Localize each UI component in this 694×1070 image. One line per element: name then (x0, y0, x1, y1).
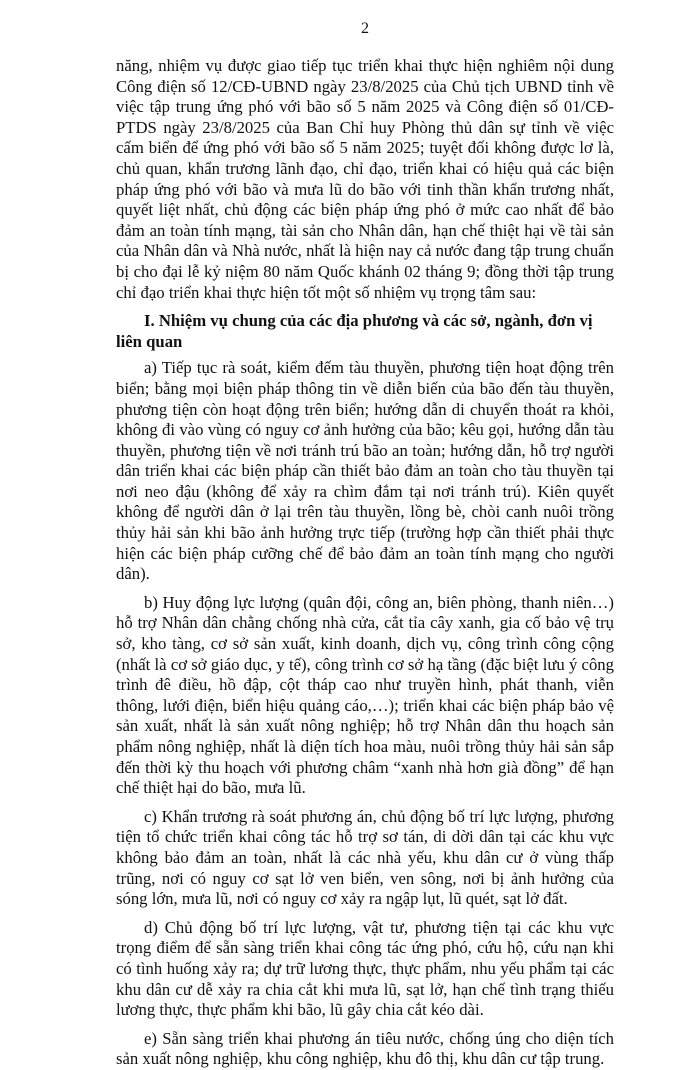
item-e-paragraph: e) Sẵn sàng triển khai phương án tiêu nước, chống úng cho diện tích sản xuất nông nghiệp, khu công nghiệp, khu đô thị, khu dân cư tập trung. (116, 1028, 614, 1069)
item-a-paragraph: a) Tiếp tục rà soát, kiểm đếm tàu thuyền, phương tiện hoạt động trên biển; bằng mọi biện pháp thông tin về diễn biến của bão đến tàu thuyền, phương tiện còn hoạt động trên biển; hướng dẫn di chuyển thoát ra khỏi, không đi vào vùng có nguy cơ ảnh hưởng của bão; kêu gọi, hướng dẫn tàu thuyền, phương tiện về nơi tránh trú bão an toàn; hướng dẫn, hỗ trợ người dân triển khai các biện pháp cần thiết bảo đảm an toàn cho tàu thuyền tại nơi neo đậu (không để xảy ra chìm đắm tại nơi tránh trú). Kiên quyết không để người dân ở lại trên tàu thuyền, lồng bè, chòi canh nuôi trồng thủy hải sản khi bão ảnh hưởng trực tiếp (trường hợp cần thiết phải thực hiện các biện pháp cưỡng chế để bảo đảm an toàn tính mạng cho người dân). (116, 358, 614, 584)
item-d-paragraph: d) Chủ động bố trí lực lượng, vật tư, phương tiện tại các khu vực trọng điểm để sẵn sàng triển khai công tác ứng phó, cứu hộ, cứu nạn khi có tình huống xảy ra; dự trữ lương thực, thực phẩm, nhu yếu phẩm tại các khu dân cư dễ xảy ra chia cắt khi mưa lũ, sạt lở, hạn chế tình trạng thiếu lương thực, thực phẩm khi bão, lũ gây chia cắt kéo dài. (116, 917, 614, 1020)
item-b-paragraph: b) Huy động lực lượng (quân đội, công an, biên phòng, thanh niên…) hỗ trợ Nhân dân chằng chống nhà cửa, cắt tỉa cây xanh, gia cố bảo vệ trụ sở, kho tàng, cơ sở sản xuất, kinh doanh, dịch vụ, công trình công cộng (nhất là cơ sở giáo dục, y tế), công trình cơ sở hạ tầng (đặc biệt lưu ý công trình đê điều, hồ đập, cột tháp cao như truyền hình, phát thanh, viễn thông, lưới điện, biển hiệu quảng cáo,…); triển khai các biện pháp bảo vệ sản xuất, nhất là sản xuất nông nghiệp; hỗ trợ Nhân dân thu hoạch sản phẩm nông nghiệp, nhất là diện tích hoa màu, nuôi trồng thủy hải sản sắp đến thời kỳ thu hoạch với phương châm “xanh nhà hơn già đồng” để hạn chế thiệt hại do bão, mưa lũ. (116, 592, 614, 798)
item-c-paragraph: c) Khẩn trương rà soát phương án, chủ động bố trí lực lượng, phương tiện tổ chức triển khai công tác hỗ trợ sơ tán, di dời dân tại các khu vực không bảo đảm an toàn, nhất là các nhà yếu, khu dân cư ở vùng thấp trũng, nơi có nguy cơ sạt lở ven biển, ven sông, nơi bị ảnh hưởng của sóng lớn, mưa lũ, nơi có nguy cơ xảy ra ngập lụt, lũ quét, sạt lở đất. (116, 806, 614, 909)
section-heading: I. Nhiệm vụ chung của các địa phương và các sở, ngành, đơn vị liên quan (116, 311, 593, 351)
intro-paragraph: năng, nhiệm vụ được giao tiếp tục triển khai thực hiện nghiêm nội dung Công điện số 12/CĐ-UBND ngày 23/8/2025 của Chủ tịch UBND tỉnh về việc tập trung ứng phó với bão số 5 năm 2025 và Công điện số 01/CĐ-PTDS ngày 23/8/2025 của Ban Chỉ huy Phòng thủ dân sự tỉnh về việc cấm biển để ứng phó với bão số 5 năm 2025; tuyệt đối không được lơ là, chủ quan, khẩn trương lãnh đạo, chỉ đạo, triển khai có hiệu quả các biện pháp ứng phó với bão và mưa lũ do bão với tinh thần khẩn trương nhất, quyết liệt nhất, chủ động các biện pháp ứng phó ở mức cao nhất để bảo đảm an toàn tính mạng, tài sản cho Nhân dân, hạn chế thiệt hại về tài sản của Nhân dân và Nhà nước, nhất là hiện nay cả nước đang tập trung chuẩn bị cho đại lễ kỷ niệm 80 năm Quốc khánh 02 tháng 9; đồng thời tập trung chỉ đạo triển khai thực hiện tốt một số nhiệm vụ trọng tâm sau: (116, 56, 614, 302)
page-number: 2 (361, 20, 369, 37)
